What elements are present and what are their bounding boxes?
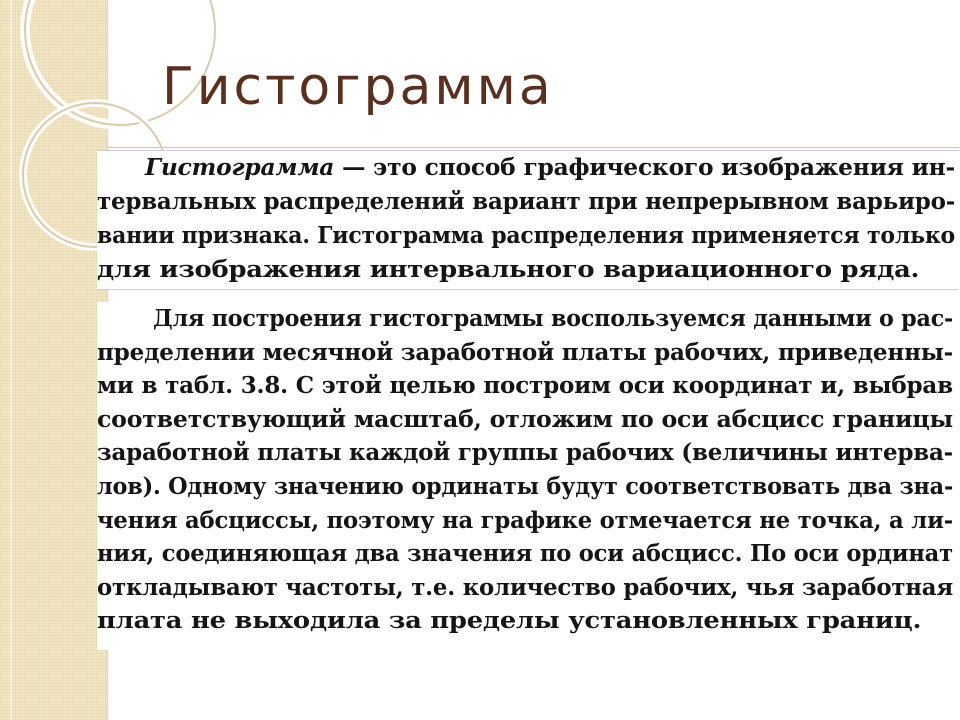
definition-text-block (97, 150, 959, 290)
explanation-line-5: заработной платы каждой группы рабочих (величины интерва- (97, 439, 953, 467)
definition-line-1 (97, 151, 959, 185)
definition-term: Гистограмма (145, 154, 335, 181)
explanation-text-block (97, 302, 957, 650)
definition-line-4: для изображения интервального вариационного ряда. (97, 256, 920, 283)
explanation-line-10: плата не выходила за пределы установленных границ. (97, 607, 922, 635)
explanation-line-2: пределении месячной заработной платы рабочих, приведенны- (97, 338, 954, 366)
definition-line-2: тервальных распределений вариант при непрерывном варьиро- (97, 188, 956, 215)
explanation-line-6: лов). Одному значению ординаты будут соответствовать два зна- (97, 472, 954, 500)
explanation-line-9: откладывают частоты, т.е. количество рабочих, чья заработная (97, 573, 953, 601)
definition-line-3: вании признака. Гистограмма распределения применяется только (97, 222, 956, 249)
explanation-line-8: ния, соединяющая два значения по оси абсцисс. По оси ординат (97, 540, 953, 568)
title-divider (107, 147, 960, 148)
explanation-line-7: чения абсциссы, поэтому на графике отмечается не точка, а ли- (97, 506, 953, 534)
definition-line-1-text: — это способ графического изображения ин- (334, 154, 956, 181)
explanation-line-4: соответствующий масштаб, отложим по оси абсцисс границы (97, 405, 954, 433)
explanation-line-3: ми в табл. 3.8. С этой целью построим оси координат и, выбрав (97, 372, 953, 400)
explanation-line-1: Для построения гистограммы воспользуемся данными о рас- (153, 305, 954, 332)
slide-title: Гистограмма (162, 57, 554, 117)
